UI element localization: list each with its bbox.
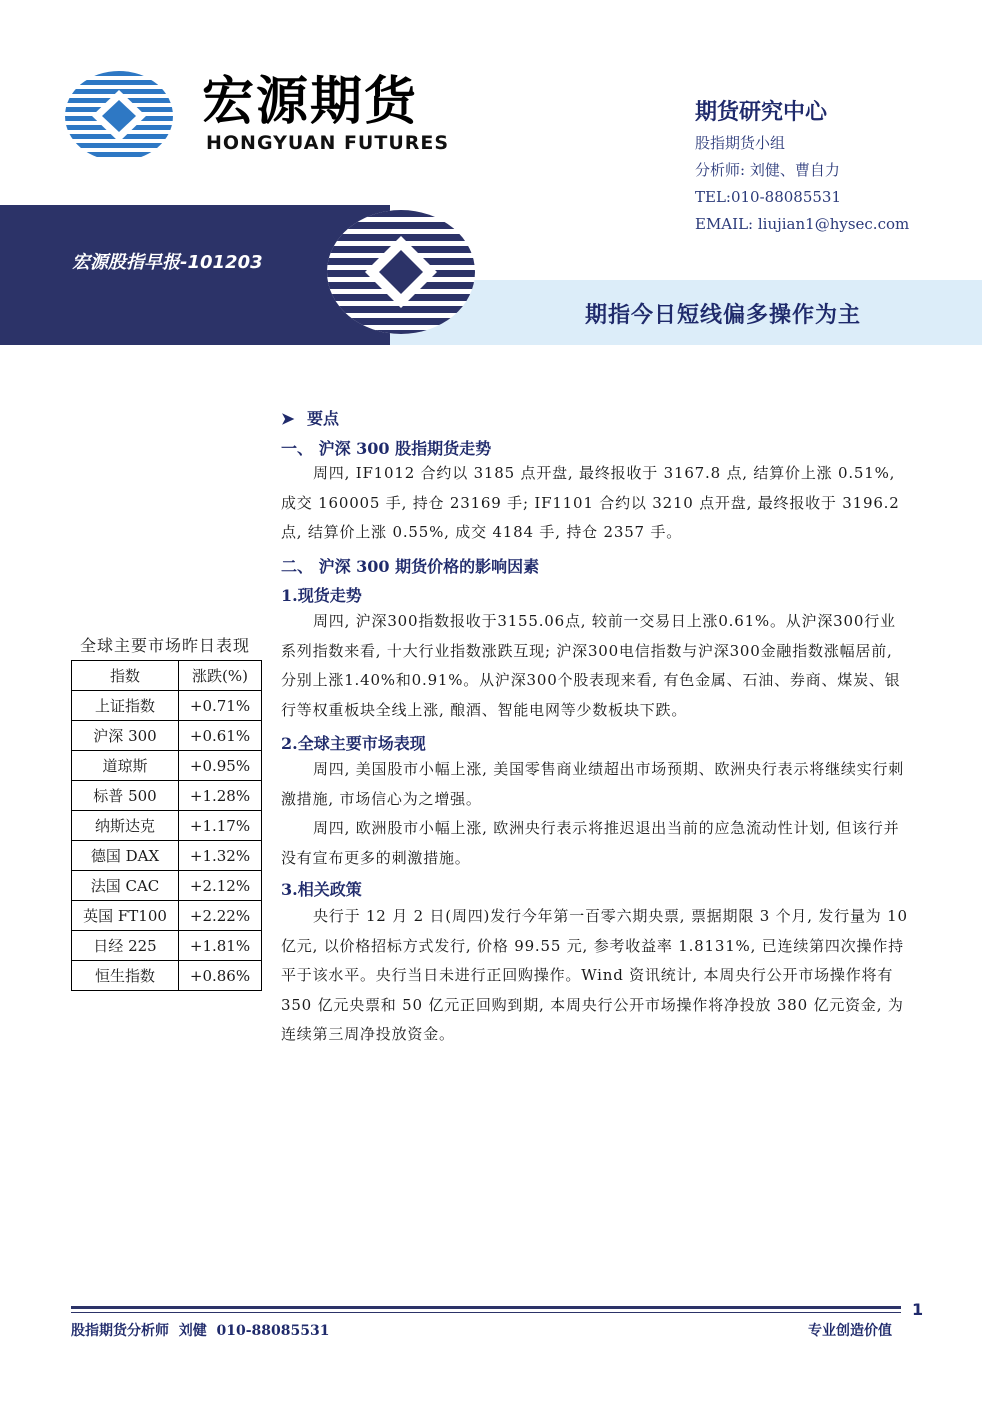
index-name: 纳斯达克 bbox=[72, 811, 179, 841]
index-change: +0.86% bbox=[179, 961, 262, 991]
index-change: +2.12% bbox=[179, 871, 262, 901]
header-index: 指数 bbox=[72, 661, 179, 691]
subsection-1-paragraph: 周四, 沪深300指数报收于3155.06点, 较前一交易日上涨0.61%。从沪深300行业系列指数来看, 十大行业指数涨跌互现; 沪深300电信指数与沪深300金融指数涨幅居前, 分别上涨1.40%和0.91%。从沪深300个股表现来看, 有色金属、石油、券商、煤炭、银行等权重板块全线上涨, 酿酒、智能电网等少数板块下跌。 bbox=[281, 612, 901, 719]
telephone: TEL:010-88085531 bbox=[695, 188, 842, 206]
table-row bbox=[72, 961, 262, 991]
index-change: +0.95% bbox=[179, 751, 262, 781]
table-row bbox=[72, 931, 262, 961]
header-change: 涨跌(%) bbox=[179, 661, 262, 691]
email-link[interactable]: EMAIL: liujian1@hysec.com bbox=[695, 215, 910, 233]
table-row bbox=[72, 841, 262, 871]
table-header-row bbox=[72, 661, 262, 691]
table-row bbox=[72, 811, 262, 841]
headline: 期指今日短线偏多操作为主 bbox=[585, 302, 862, 328]
subsection-2-paragraph-2: 周四, 欧洲股市小幅上涨, 欧洲央行表示将推迟退出当前的应急流动性计划, 但该行并没有宣布更多的刺激措施。 bbox=[281, 819, 900, 867]
index-name: 日经 225 bbox=[72, 931, 179, 961]
subsection-3-title: 3.相关政策 bbox=[281, 880, 362, 899]
section-2-title: 二、 沪深 300 期货价格的影响因素 bbox=[281, 557, 540, 576]
index-change: +1.17% bbox=[179, 811, 262, 841]
analysts: 分析师: 刘健、曹自力 bbox=[695, 161, 840, 179]
table-row bbox=[72, 871, 262, 901]
market-table bbox=[71, 660, 262, 991]
research-center-title: 期货研究中心 bbox=[695, 100, 828, 125]
index-change: +1.32% bbox=[179, 841, 262, 871]
subsection-3-paragraph: 央行于 12 月 2 日(周四)发行今年第一百零六期央票, 票据期限 3 个月, 发行量为 10 亿元, 以价格招标方式发行, 价格 99.55 元, 参考收益率 1.8131%, 已连续第四次操作持平于该水平。央行当日未进行正回购操作。Wind 资讯统计, 本周央行公开市场操作将有 350 亿元央票和 50 亿元正回购到期, 本周央行公开市场操作将净投放 380 亿元资金, 为连续第三周净投放资金。 bbox=[281, 907, 908, 1043]
footer-divider-thin bbox=[71, 1312, 901, 1313]
index-change: +0.61% bbox=[179, 721, 262, 751]
index-change: +2.22% bbox=[179, 901, 262, 931]
index-change: +1.81% bbox=[179, 931, 262, 961]
key-points-label: 要点 bbox=[307, 409, 340, 428]
footer-divider bbox=[71, 1306, 901, 1309]
section-1-title: 一、 沪深 300 股指期货走势 bbox=[281, 439, 492, 458]
arrow-bullet-icon: ➤ bbox=[281, 409, 295, 428]
table-row bbox=[72, 691, 262, 721]
market-table-caption: 全球主要市场昨日表现 bbox=[80, 636, 251, 655]
subsection-1-title: 1.现货走势 bbox=[281, 586, 362, 605]
logo-chinese-name: 宏源期货 bbox=[202, 72, 419, 132]
logo-english-name: HONGYUAN FUTURES bbox=[206, 132, 450, 154]
index-name: 上证指数 bbox=[72, 691, 179, 721]
index-name: 道琼斯 bbox=[72, 751, 179, 781]
subsection-2-title: 2.全球主要市场表现 bbox=[281, 734, 426, 753]
page-number: 1 bbox=[912, 1300, 924, 1319]
banner-logo-icon bbox=[326, 208, 476, 336]
hongyuan-logo-icon bbox=[64, 70, 174, 162]
index-name: 英国 FT100 bbox=[72, 901, 179, 931]
report-name: 宏源股指早报-101203 bbox=[72, 252, 263, 273]
index-change: +0.71% bbox=[179, 691, 262, 721]
footer-slogan: 专业创造价值 bbox=[808, 1323, 892, 1339]
index-name: 法国 CAC bbox=[72, 871, 179, 901]
index-name: 德国 DAX bbox=[72, 841, 179, 871]
table-row bbox=[72, 781, 262, 811]
subsection-2-paragraph-1: 周四, 美国股市小幅上涨, 美国零售商业绩超出市场预期、欧洲央行表示将继续实行刺激措施, 市场信心为之增强。 bbox=[281, 760, 905, 808]
table-row bbox=[72, 721, 262, 751]
group-name: 股指期货小组 bbox=[695, 134, 786, 152]
table-row bbox=[72, 751, 262, 781]
index-name: 沪深 300 bbox=[72, 721, 179, 751]
index-name: 标普 500 bbox=[72, 781, 179, 811]
footer-analyst: 股指期货分析师 刘健 010-88085531 bbox=[71, 1323, 330, 1339]
key-points-heading bbox=[281, 406, 339, 429]
index-name: 恒生指数 bbox=[72, 961, 179, 991]
section-1-paragraph: 周四, IF1012 合约以 3185 点开盘, 最终报收于 3167.8 点, 结算价上涨 0.51%, 成交 160005 手, 持仓 23169 手; IF1101 合约以 3210 点开盘, 最终报收于 3196.2 点, 结算价上涨 0.55%, 成交 4184 手, 持仓 2357 手。 bbox=[281, 464, 900, 541]
table-row bbox=[72, 901, 262, 931]
index-change: +1.28% bbox=[179, 781, 262, 811]
